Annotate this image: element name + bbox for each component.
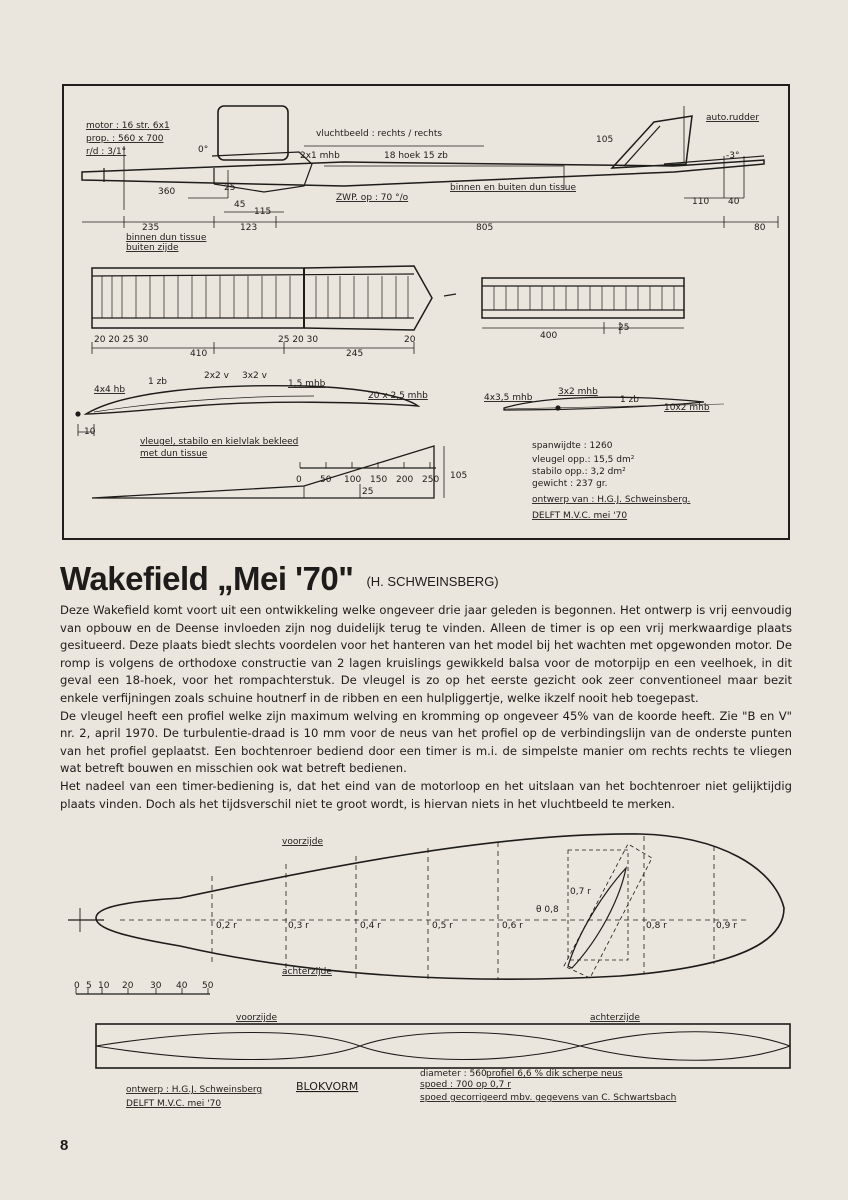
- d10-label: 10: [84, 427, 96, 437]
- v3x2-label: 3x2 v: [242, 371, 267, 381]
- pscale-50: 50: [202, 981, 214, 991]
- pscale-40: 40: [176, 981, 188, 991]
- plan-drawing-frame: [62, 84, 790, 540]
- d245-label: 245: [346, 349, 364, 359]
- d400-label: 400: [540, 331, 558, 341]
- diameter-label: diameter : 560: [420, 1069, 487, 1079]
- d410-label: 410: [190, 349, 208, 359]
- v2x2-label: 2x2 v: [204, 371, 229, 381]
- flight-label: vluchtbeeld : rechts / rechts: [316, 129, 443, 139]
- r05-label: 0,5 r: [432, 921, 453, 931]
- covered-label: vleugel, stabilo en kielvlak bekleed: [140, 437, 299, 447]
- d235-label: 235: [142, 223, 160, 233]
- hoek-label: 18 hoek 15 zb: [384, 151, 448, 161]
- scale-200: 200: [396, 475, 414, 485]
- d25c-label: 25: [362, 487, 374, 497]
- article-body: [60, 602, 792, 813]
- pscale-10: 10: [98, 981, 110, 991]
- article-header: [60, 560, 800, 600]
- zero-deg-label: 0°: [198, 145, 209, 155]
- prop-label: prop. : 560 x 700: [86, 134, 164, 144]
- pscale-30: 30: [150, 981, 162, 991]
- hb4x4-label: 4x4 hb: [94, 385, 126, 395]
- voorzijde2-label: voorzijde: [236, 1013, 278, 1023]
- r04-label: 0,4 r: [360, 921, 381, 931]
- mhb15-label: 1,5 mhb: [288, 379, 326, 389]
- voorzijde-label: voorzijde: [282, 837, 324, 847]
- achterzijde-label: achterzijde: [282, 967, 332, 977]
- zb1-label: 1 zb: [148, 377, 168, 387]
- prop-scale: [74, 981, 214, 994]
- stabilo-top-view: [482, 278, 684, 334]
- stabilo-opp-label: stabilo opp.: 3,2 dm²: [532, 467, 626, 477]
- mhb4x35-label: 4x3,5 mhb: [484, 393, 533, 403]
- pscale-5: 5: [86, 981, 92, 991]
- zwp-label: ZWP. op : 70 °/o: [336, 193, 409, 203]
- vleugel-opp-label: vleugel opp.: 15,5 dm²: [532, 455, 635, 465]
- mhb10x2-label: 10x2 mhb: [664, 403, 710, 413]
- achterzijde2-label: achterzijde: [590, 1013, 640, 1023]
- propeller-drawing: [60, 828, 800, 1118]
- wing-dims-label: 20 20 25 30: [94, 335, 149, 345]
- d105-label: 105: [596, 135, 614, 145]
- r07-label: 0,7 r: [570, 887, 591, 897]
- paragraph-1: Deze Wakefield komt voort uit een ontwikkeling welke ongeveer drie jaar geleden is begonnen. Het ontwerp is vrij eenvoudig van opbouw en de Deense invloeden zijn nog duidelijk terug te vinden. Alleen de timer is op een vrij merkwaardige plaats gesitueerd. Deze plaats biedt slechts voordelen voor het hanteren van het model bij het wachten met opgewonden motor. De romp is volgens de orthodoxe constructie van 2 lagen kruislings gewikkeld balsa voor de motorpijp en een veelhoek, in dit geval een 18-hoek, voor het rompachterstuk. De vleugel is zo op het eerste gezicht ook zeer conventioneel maar bezit enkele verfijningen zoals schuine houtnerf in de ribben en een hulpliggertje, welke ikzelf nooit heb toegepast.: [60, 603, 792, 705]
- tissue-label: binnen en buiten dun tissue: [450, 183, 577, 193]
- auto-rudder-label: auto.rudder: [706, 113, 760, 123]
- d25-20-30-label: 25 20 30: [278, 335, 319, 345]
- pscale-20: 20: [122, 981, 134, 991]
- profiel-label: profiel 6,6 % dik scherpe neus: [486, 1069, 623, 1079]
- blokvorm-label: BLOKVORM: [296, 1080, 359, 1093]
- pscale-0: 0: [74, 981, 80, 991]
- spoed-label: spoed : 700 op 0,7 r: [420, 1080, 511, 1090]
- model-plan: [64, 86, 788, 538]
- r06-label: 0,6 r: [502, 921, 523, 931]
- d123-label: 123: [240, 223, 258, 233]
- delft-label: DELFT M.V.C. mei '70: [532, 511, 628, 521]
- prop-ontwerp-label: ontwerp : H.G.J. Schweinsberg: [126, 1085, 263, 1095]
- mhb20x25-label: 20 x 2,5 mhb: [368, 391, 428, 401]
- block-form: [96, 1013, 790, 1068]
- minus3-label: -3°: [726, 151, 740, 161]
- wing-rib-profile: [76, 386, 418, 436]
- scale-50: 50: [320, 475, 332, 485]
- scale-150: 150: [370, 475, 388, 485]
- ontwerp-label: ontwerp van : H.G.J. Schweinsberg.: [532, 495, 691, 505]
- paragraph-2: De vleugel heeft een profiel welke zijn maximum welving en kromming op ongeveer 45% van de koorde heeft. Zie "B en V" nr. 2, april 1970. De turbulentie-draad is 10 mm voor de neus van het profiel op de verbindingslijn van de onderste punten van het profiel geplaatst. Een bochtenroer bediend door een timer is m.i. de simpelste manier om rechts rechts te vliegen wat betreft bouwen en misschien ook wat betreft bedienen.: [60, 708, 792, 776]
- d805-label: 805: [476, 223, 494, 233]
- d25b-label: 25: [618, 323, 630, 333]
- d80-label: 80: [754, 223, 766, 233]
- blade-planform: [68, 834, 784, 980]
- propeller-svg: [60, 828, 800, 1118]
- spanwijdte-label: spanwijdte : 1260: [532, 441, 613, 451]
- d110-label: 110: [692, 197, 710, 207]
- spoed2-label: spoed gecorrigeerd mbv. gegevens van C. Schwartsbach: [420, 1093, 677, 1103]
- scale-100: 100: [344, 475, 362, 485]
- d45-label: 45: [234, 200, 246, 210]
- prop-delft-label: DELFT M.V.C. mei '70: [126, 1099, 222, 1109]
- d105b-label: 105: [450, 471, 468, 481]
- buiten-label: buiten zijde: [126, 243, 179, 253]
- theta-label: θ 0,8: [536, 905, 559, 915]
- mhb3x2-label: 3x2 mhb: [558, 387, 598, 397]
- rd-label: r/d : 3/1°: [86, 147, 127, 157]
- scale-0: 0: [296, 475, 302, 485]
- d40-label: 40: [728, 197, 740, 207]
- paragraph-3: Het nadeel van een timer-bediening is, dat het eind van de motorloop en het uitslaan van het bochtenroer niet gelijktijdig plaats vinden. Doch als het tijdsverschil niet te groot wordt, is hiervan niets in het vluchtbeeld te merken.: [60, 778, 792, 811]
- scale-bar: [300, 462, 436, 468]
- r03-label: 0,3 r: [288, 921, 309, 931]
- scale-250: 250: [422, 475, 440, 485]
- r09-label: 0,9 r: [716, 921, 737, 931]
- motor-label: motor : 16 str. 6x1: [86, 121, 170, 131]
- gewicht-label: gewicht : 237 gr.: [532, 479, 608, 489]
- r08-label: 0,8 r: [646, 921, 667, 931]
- fuselage-side-view: [82, 106, 778, 228]
- page-number: 8: [60, 1137, 69, 1154]
- article-title: Wakefield „Mei '70": [60, 560, 354, 597]
- d25-label: 25: [224, 183, 236, 193]
- d115-label: 115: [254, 207, 272, 217]
- r02-label: 0,2 r: [216, 921, 237, 931]
- covered2-label: met dun tissue: [140, 449, 208, 459]
- article-author: (H. SCHWEINSBERG): [366, 574, 499, 589]
- binnen-label: binnen dun tissue: [126, 233, 207, 243]
- mhb-label: 2x1 mhb: [300, 151, 340, 161]
- d360-label: 360: [158, 187, 176, 197]
- d20-label: 20: [404, 335, 416, 345]
- zb1b-label: 1 zb: [620, 395, 640, 405]
